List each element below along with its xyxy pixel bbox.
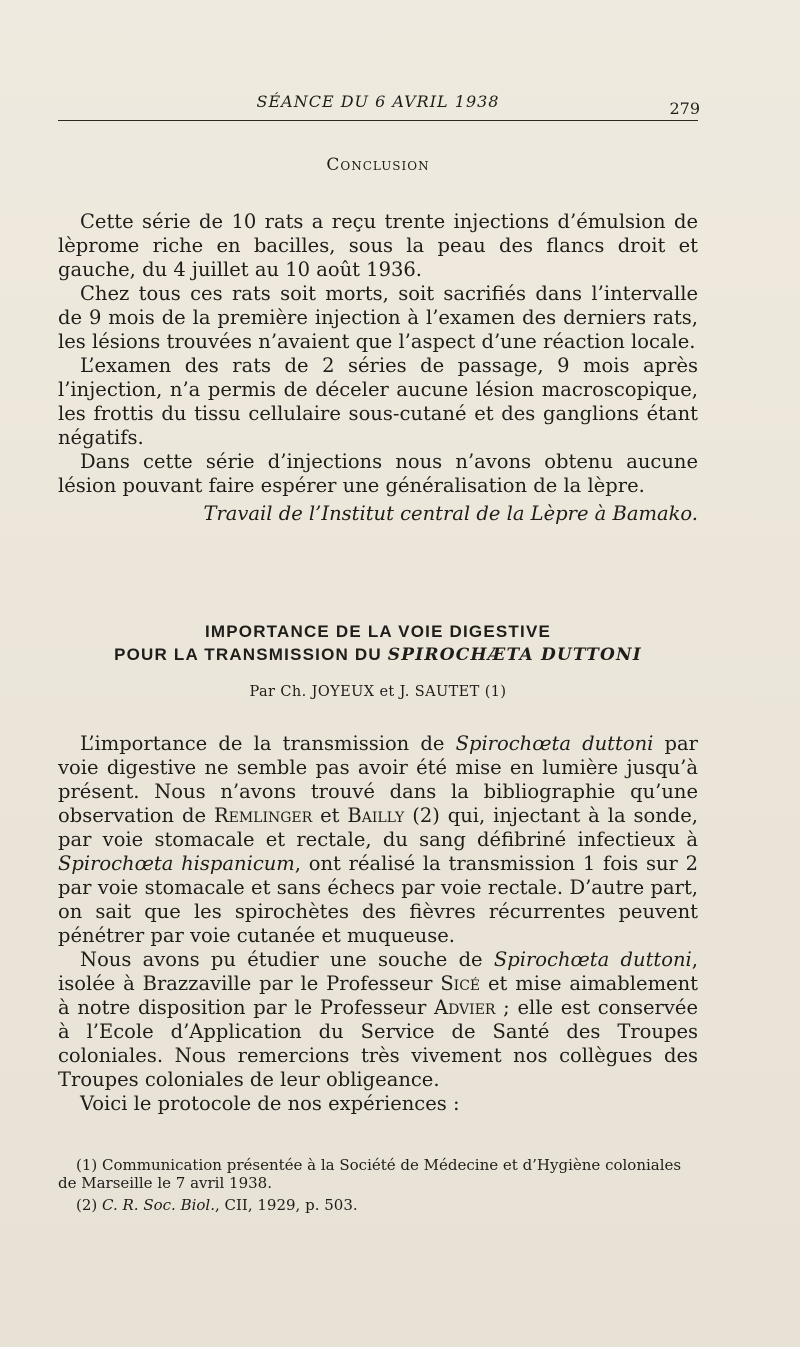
- article-p1-text-1: L’importance de la transmission de: [80, 732, 456, 755]
- article-p1-text-4: (2) qui, injectant à la sonde, par voie stomacale et rectale, du sang défibriné infectieux à: [58, 804, 698, 851]
- conclusion-paragraph-4: Dans cette série d’injections nous n’avons obtenu aucune lésion pouvant faire espérer une généralisation de la lèpre.: [58, 450, 698, 497]
- conclusion-heading: Conclusion: [326, 155, 430, 175]
- article-body: [58, 732, 698, 1116]
- article-p1-text-3: et: [312, 804, 348, 827]
- footnote-2-journal: C. R. Soc. Biol.: [102, 1196, 215, 1214]
- footnote-2-suffix: , CII, 1929, p. 503.: [214, 1196, 358, 1214]
- article-p1-species-2: Spirochœta hispanicum: [58, 852, 295, 875]
- article-p1-species-1: Spirochœta duttoni: [455, 732, 654, 755]
- conclusion-section: [58, 210, 698, 526]
- article-paragraph-1: [58, 732, 698, 948]
- page-header: [58, 86, 698, 121]
- article-p1-author-2: Bailly: [347, 804, 405, 827]
- conclusion-paragraph-3: L’examen des rats de 2 séries de passage, 9 mois après l’injection, n’a permis de déceler aucune lésion macroscopique, les frottis du tissu cellulaire sous-cutané et des ganglions étant négatifs.: [58, 354, 698, 449]
- article-p1-author-1: Remlinger: [213, 804, 313, 827]
- authors-footnote-ref: (1): [479, 684, 507, 700]
- conclusion-paragraph-1: Cette série de 10 rats a reçu trente injections d’émulsion de lèprome riche en bacilles, sous la peau des flancs droit et gauche, du 4 juillet au 10 août 1936.: [58, 210, 698, 281]
- article-title-line-2: [58, 643, 698, 667]
- footnotes: [58, 1156, 698, 1218]
- page-number: 279: [669, 99, 700, 118]
- article-p2-species: Spirochœta duttoni: [493, 948, 692, 971]
- article-p1-text-5: , ont réalisé la transmission 1 fois sur 2 par voie stomacale et sans échecs par voie rectale. D’autre part, on sait que les spirochètes des fièvres récurrentes peuvent pénétrer par voie cutanée et muqueuse.: [58, 852, 698, 947]
- authors-names: Ch. JOYEUX et J. SAUTET: [280, 684, 480, 700]
- footnote-2: [58, 1196, 698, 1214]
- article-p2-text-2: , isolée à Brazzaville par le Professeur: [58, 948, 698, 995]
- article-paragraph-2: [58, 948, 698, 1092]
- article-authors: [58, 684, 698, 700]
- running-head: SÉANCE DU 6 AVRIL 1938: [256, 92, 500, 111]
- article-p2-person-1: Sicé: [440, 972, 481, 995]
- article-p2-text-1: Nous avons pu étudier une souche de: [80, 948, 494, 971]
- article-p2-person-2: Advier: [434, 996, 496, 1019]
- article-paragraph-3: Voici le protocole de nos expériences :: [80, 1092, 460, 1115]
- article-title-species: SPIROCHÆTA DUTTONI: [387, 645, 642, 665]
- article-title: [58, 620, 698, 667]
- footnote-2-prefix: (2): [76, 1196, 103, 1214]
- conclusion-paragraph-2: Chez tous ces rats soit morts, soit sacrifiés dans l’intervalle de 9 mois de la première injection à l’examen des derniers rats, les lésions trouvées n’avaient que l’aspect d’une réaction locale.: [58, 282, 698, 353]
- article-title-prefix: POUR LA TRANSMISSION DU: [114, 645, 388, 664]
- article-p2-text-3: et mise aimablement à notre disposition par le Professeur: [58, 972, 698, 1019]
- article-title-line-1: IMPORTANCE DE LA VOIE DIGESTIVE: [204, 622, 552, 641]
- institute-signature: Travail de l’Institut central de la Lèpre à Bamako.: [203, 502, 698, 525]
- authors-prefix: Par: [249, 684, 281, 700]
- article-p1-text-2: par voie digestive ne semble pas avoir été mise en lumière jusqu’à présent. Nous n’avons trouvé dans la bibliographie qu’une observation de: [58, 732, 698, 827]
- article-p2-text-4: ; elle est conservée à l’Ecole d’Application du Service de Santé des Troupes coloniales. Nous remercions très vivement nos collègues des Troupes coloniales de leur obligeance.: [58, 996, 698, 1091]
- footnote-1: (1) Communication présentée à la Société de Médecine et d’Hygiène coloniales de Marseille le 7 avril 1938.: [58, 1156, 682, 1192]
